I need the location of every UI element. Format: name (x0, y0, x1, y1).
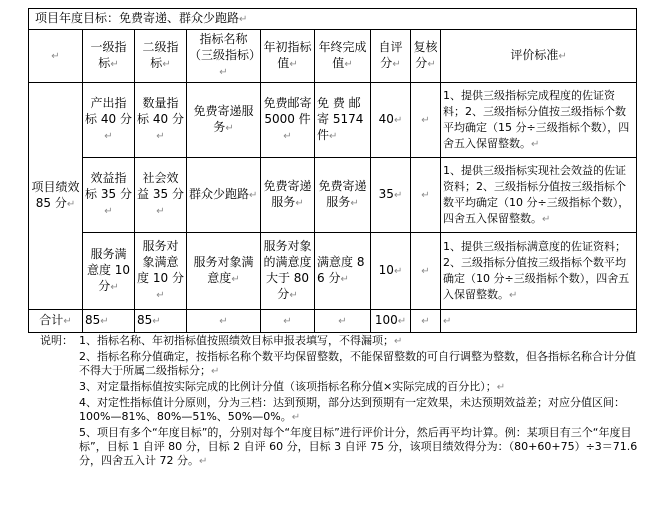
header-final: 年终完成值↵ (315, 30, 371, 83)
self-score-cell: 10↵ (371, 233, 411, 310)
total-label-cell: 合计↵ (29, 310, 83, 333)
note-item: 5、项目有多个“年度目标”的，分别对每个“年度目标”进行评价计分，然后再平均计算。例：某项目有三个“年度目标”，目标 1 自评 80 分，目标 2 自评 60 分，目标 3 自评 75 分，该项目绩效得分为：（80+60+75）÷3＝71.6 分，四舍五入计 72 分。↵ (79, 426, 638, 467)
header-level2: 二级指标↵ (135, 30, 187, 83)
criteria-cell: 1、提供三级指标完成程度的佐证资料；2、三级指标分值按三级指标个数平均确定（15 分÷三级指标个数），四舍五入保留整数。↵ (441, 83, 637, 158)
header-self-score: 自评分↵ (371, 30, 411, 83)
total-row (29, 310, 637, 333)
header-criteria: 评价标准↵ (441, 30, 637, 83)
total-final-cell: ↵ (315, 310, 371, 333)
notes-label: 说明： (40, 334, 73, 347)
final-value-cell: 免费寄递服务↵ (315, 158, 371, 233)
header-blank: ↵ (29, 30, 83, 83)
self-score-cell: 35↵ (371, 158, 411, 233)
header-level1: 一级指标↵ (83, 30, 135, 83)
header-row (29, 30, 637, 83)
initial-value-cell: 免费邮寄 5000 件↵ (261, 83, 315, 158)
review-score-cell: ↵ (411, 83, 441, 158)
total-name-cell: ↵ (187, 310, 261, 333)
final-value-cell: 免 费 邮 寄 5174 件↵ (315, 83, 371, 158)
total-level3-cell: 85↵ (135, 310, 187, 333)
header-review-score: 复核分↵ (411, 30, 441, 83)
final-value-cell: 满意度 86 分↵ (315, 233, 371, 310)
note-item: 4、对定性指标值计分原则，分为三档：达到预期，部分达到预期有一定效果，未达预期效益差；对应分值区间：100%—81%、80%—51%、50%—0%。↵ (79, 396, 625, 423)
level3-cell: 数量指标 40 分↵ (135, 83, 187, 158)
initial-value-cell: 服务对象的满意度大于 80 分↵ (261, 233, 315, 310)
indicator-name-cell: 服务对象满意度↵ (187, 233, 261, 310)
level2-cell: 产出指标 40 分↵ (83, 83, 135, 158)
header-initial: 年初指标值↵ (261, 30, 315, 83)
total-level2-cell: 85↵ (83, 310, 135, 333)
level2-cell: 效益指标 35 分↵ (83, 158, 135, 233)
criteria-cell: 1、提供三级指标实现社会效益的佐证资料；2、三级指标分值按三级指标个数平均确定（10 分÷三级指标个数），四舍五入保留整数。↵ (441, 158, 637, 233)
notes-section (40, 334, 640, 470)
total-criteria-cell: ↵ (441, 310, 637, 333)
total-review-cell: ↵ (411, 310, 441, 333)
table-row (29, 83, 637, 158)
indicator-name-cell: 群众少跑路↵ (187, 158, 261, 233)
table-row (29, 233, 637, 310)
review-score-cell: ↵ (411, 233, 441, 310)
initial-value-cell: 免费寄递服务↵ (261, 158, 315, 233)
indicator-name-cell: 免费寄递服务↵ (187, 83, 261, 158)
total-initial-cell: ↵ (261, 310, 315, 333)
level2-cell: 服务满意度 10 分↵ (83, 233, 135, 310)
level3-cell: 社会效益 35 分↵ (135, 158, 187, 233)
note-item: 说明： 1、指标名称、年初指标值按照绩效目标申报表填写，不得漏项；↵ (40, 334, 403, 347)
self-score-cell: 40↵ (371, 83, 411, 158)
note-item: 2、指标名称分值确定，按指标名称个数平均保留整数，不能保留整数的可自行调整为整数，但各指标名称合计分值不得大于所属二级指标分；↵ (79, 350, 636, 377)
table-title-cell: 项目年度目标：免费寄递、群众少跑路↵ (29, 9, 637, 30)
header-name: 指标名称（三级指标）↵ (187, 30, 261, 83)
project-performance-cell: 项目绩效 85 分↵ (29, 83, 83, 310)
total-self-cell: 100↵ (371, 310, 411, 333)
project-goal-title: 项目年度目标：免费寄递、群众少跑路 (35, 11, 240, 25)
note-item: 3、对定量指标值按实际完成的比例计分值（该项指标名称分值×实际完成的百分比）；↵ (79, 380, 506, 393)
review-score-cell: ↵ (411, 158, 441, 233)
table-row (29, 158, 637, 233)
criteria-cell: 1、提供三级指标满意度的佐证资料；2、三级指标分值按三级指标个数平均确定（10 分÷三级指标个数），四舍五入保留整数。↵ (441, 233, 637, 310)
level3-cell: 服务对象满意度 10 分↵ (135, 233, 187, 310)
evaluation-table (28, 8, 637, 333)
